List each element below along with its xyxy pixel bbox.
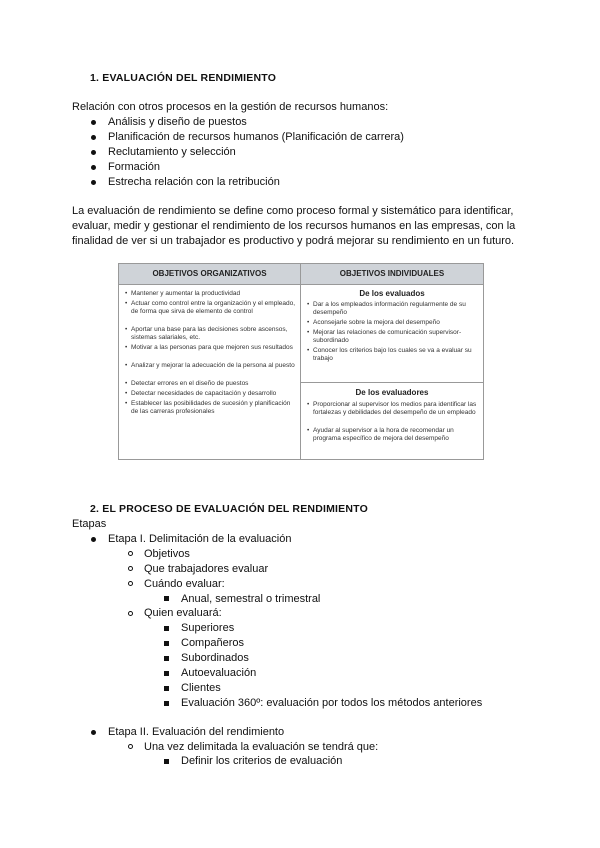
list-item: Que trabajadores evaluar (144, 563, 269, 575)
list-item: Superiores (181, 622, 235, 634)
list-item: Definir los criterios de evaluación (181, 755, 343, 767)
table-item: • Ayudar al supervisor a la hora de recomendar un programa específico de mejora del desempeño (313, 427, 479, 443)
square-bullet-icon (164, 641, 169, 646)
square-bullet-icon (164, 596, 169, 601)
table-item: • Dar a los empleados información regularmente de su desempeño (313, 301, 479, 317)
objectives-table (118, 263, 484, 460)
bullet-icon (91, 537, 96, 542)
table-header-organizational: OBJETIVOS ORGANIZATIVOS (119, 264, 300, 284)
list-item: Quien evaluará: (144, 607, 222, 619)
table-item: • Aportar una base para las decisiones sobre ascensos, sistemas salariales, etc. (131, 326, 296, 342)
table-item: • Detectar necesidades de capacitación y desarrollo (131, 390, 296, 398)
table-item: • Mantener y aumentar la productividad (131, 290, 296, 298)
table-item: • Establecer las posibilidades de sucesión y planificación de las carreras profesionales (131, 400, 296, 416)
list-item: Una vez delimitada la evaluación se tendrá que: (144, 741, 379, 753)
table-item: • Analizar y mejorar la adecuación de la persona al puesto (131, 362, 296, 370)
bullet-icon (91, 165, 96, 170)
table-header-individual: OBJETIVOS INDIVIDUALES (301, 264, 483, 284)
list-item: Autoevaluación (181, 667, 257, 679)
circle-bullet-icon (128, 744, 133, 749)
bullet-icon (91, 730, 96, 735)
square-bullet-icon (164, 626, 169, 631)
list-item: Reclutamiento y selección (108, 146, 236, 158)
table-item: • Conocer los criterios bajo los cuales se va a evaluar su trabajo (313, 347, 479, 363)
table-item: • Actuar como control entre la organización y el empleado, de forma que sirva de elemento de control (131, 300, 296, 316)
circle-bullet-icon (128, 581, 133, 586)
bullet-icon (91, 135, 96, 140)
list-item: Clientes (181, 682, 221, 694)
bullet-icon (91, 120, 96, 125)
circle-bullet-icon (128, 566, 133, 571)
evaluadores-title: De los evaluadores (355, 388, 429, 397)
list-item: Planificación de recursos humanos (Planificación de carrera) (108, 131, 404, 143)
square-bullet-icon (164, 701, 169, 706)
square-bullet-icon (164, 759, 169, 764)
list-item: Análisis y diseño de puestos (108, 116, 247, 128)
definition-paragraph: La evaluación de rendimiento se define como proceso formal y sistemático para identificar, evaluar, medir y gestionar el rendimiento de los recursos humanos en las empresas, con la finalidad de ver si un trabajador es productivo y podrá mejorar su rendimiento en un futuro. (72, 205, 516, 247)
evaluados-title: De los evaluados (359, 289, 425, 298)
table-item: • Proporcionar al supervisor los medios para identificar las fortalezas y debilidades del desempeño de un empleado (313, 401, 479, 417)
etapa-2-heading: Etapa II. Evaluación del rendimiento (108, 726, 285, 738)
list-item: Evaluación 360º: evaluación por todos los métodos anteriores (181, 697, 483, 709)
square-bullet-icon (164, 686, 169, 691)
list-item: Formación (108, 161, 160, 173)
circle-bullet-icon (128, 551, 133, 556)
etapas-label: Etapas (72, 518, 107, 530)
bullet-icon (91, 150, 96, 155)
table-item: • Motivar a las personas para que mejoren sus resultados (131, 344, 296, 352)
list-item: Objetivos (144, 548, 190, 560)
list-item: Anual, semestral o trimestral (181, 593, 321, 605)
intro-text: Relación con otros procesos en la gestión de recursos humanos: (72, 101, 389, 113)
table-item: • Mejorar las relaciones de comunicación supervisor-subordinado (313, 329, 479, 345)
list-item: Compañeros (181, 637, 244, 649)
table-item: • Aconsejarle sobre la mejora del desempeño (313, 319, 479, 327)
circle-bullet-icon (128, 611, 133, 616)
square-bullet-icon (164, 671, 169, 676)
section-2-title: 2. EL PROCESO DE EVALUACIÓN DEL RENDIMIENTO (90, 503, 368, 515)
list-item: Subordinados (181, 652, 249, 664)
square-bullet-icon (164, 656, 169, 661)
list-item: Cuándo evaluar: (144, 578, 225, 590)
bullet-icon (91, 180, 96, 185)
list-item: Estrecha relación con la retribución (108, 176, 280, 188)
etapa-1-heading: Etapa I. Delimitación de la evaluación (108, 533, 292, 545)
section-1-title: 1. EVALUACIÓN DEL RENDIMIENTO (90, 72, 277, 84)
table-item: • Detectar errores en el diseño de puestos (131, 380, 296, 388)
